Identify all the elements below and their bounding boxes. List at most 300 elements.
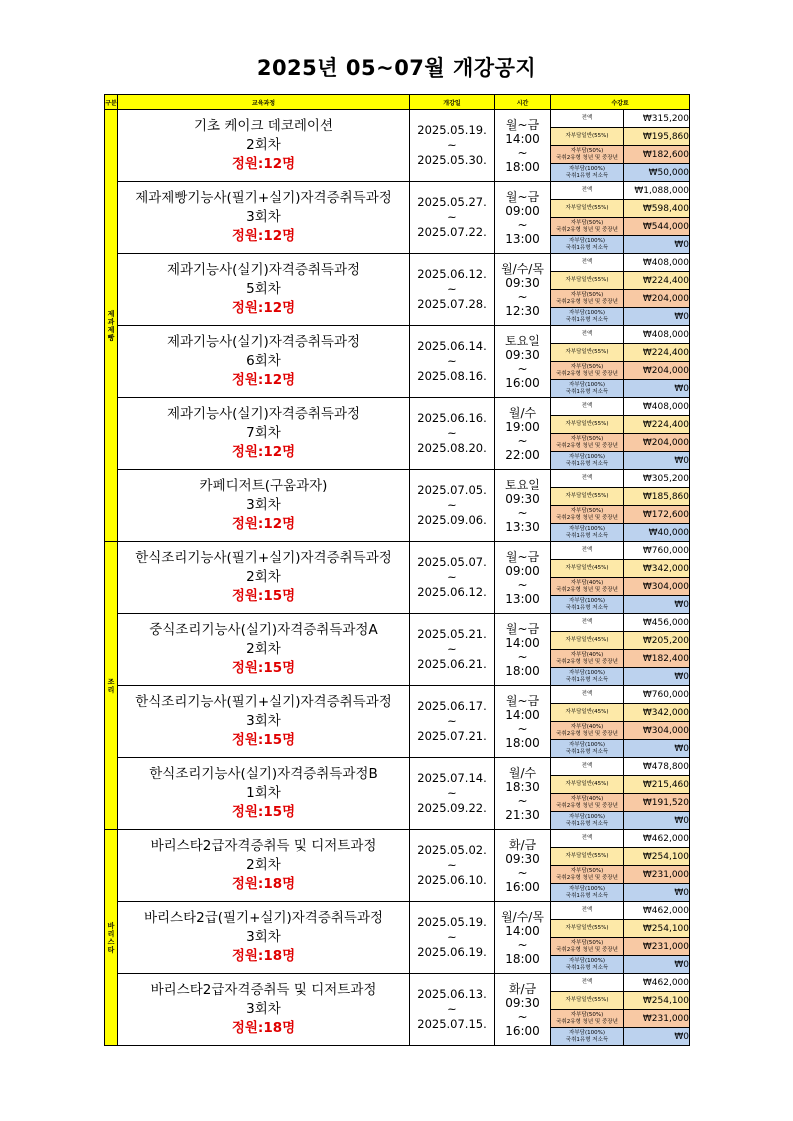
- fee-amount: ₩408,000: [624, 326, 690, 344]
- header-time: 시간: [495, 95, 551, 110]
- dates-cell: [410, 686, 495, 758]
- class-days: 월~금: [505, 189, 540, 204]
- fee-amount: ₩315,200: [624, 110, 690, 128]
- fee-label-line1: 자부담(100%): [569, 1030, 605, 1036]
- category-cell: 제과제빵: [105, 110, 118, 542]
- fee-amount: ₩0: [624, 812, 690, 830]
- end-time: 13:00: [505, 591, 540, 606]
- start-date: 2025.06.17.: [417, 699, 487, 713]
- fee-label-line1: 자부담일반(45%): [565, 709, 609, 716]
- fee-label-line2: 국취2유형 청년 및 중장년: [556, 442, 618, 449]
- fee-label-line1: 자부담(100%): [569, 238, 605, 244]
- fee-label: [551, 110, 624, 128]
- table-row: [105, 254, 690, 272]
- date-separator: ~: [447, 930, 457, 944]
- start-date: 2025.06.13.: [417, 987, 487, 1001]
- course-session: 3회차: [246, 497, 281, 513]
- end-date: 2025.07.28.: [417, 297, 487, 311]
- course-capacity: 정원:15명: [231, 732, 296, 748]
- schedule-table: [104, 94, 690, 1046]
- course-capacity: 정원:18명: [231, 948, 296, 964]
- dates-cell: [410, 614, 495, 686]
- fee-label: [551, 344, 624, 362]
- category-cell: 바리스타: [105, 830, 118, 1046]
- date-separator: ~: [447, 642, 457, 656]
- course-cell: [118, 470, 410, 542]
- fee-label: [551, 902, 624, 920]
- fee-amount: ₩172,600: [624, 506, 690, 524]
- course-session: 5회차: [246, 281, 281, 297]
- course-name: 제과기능사(실기)자격증취득과정: [166, 334, 361, 350]
- fee-label: [551, 254, 624, 272]
- fee-label-line1: 전액: [581, 691, 593, 698]
- end-time: 22:00: [505, 447, 540, 462]
- course-name: 바리스타2급자격증취득 및 디저트과정: [150, 838, 377, 854]
- fee-label-line2: 국취1유형 저소득: [565, 748, 609, 755]
- fee-amount: ₩185,860: [624, 488, 690, 506]
- class-days: 월~금: [505, 549, 540, 564]
- course-cell: [118, 902, 410, 974]
- fee-label-line1: 전액: [581, 907, 593, 914]
- start-date: 2025.05.19.: [417, 915, 487, 929]
- course-cell: [118, 974, 410, 1046]
- fee-amount: ₩195,860: [624, 128, 690, 146]
- fee-label-line1: 자부담(100%): [569, 310, 605, 316]
- start-date: 2025.05.27.: [417, 195, 487, 209]
- dates-cell: [410, 182, 495, 254]
- time-cell: [495, 686, 551, 758]
- start-time: 14:00: [505, 923, 540, 938]
- fee-amount: ₩224,400: [624, 416, 690, 434]
- fee-amount: ₩478,800: [624, 758, 690, 776]
- end-date: 2025.06.19.: [417, 945, 487, 959]
- fee-label-line1: 전액: [581, 619, 593, 626]
- fee-amount: ₩0: [624, 452, 690, 470]
- fee-label-line1: 자부담(50%): [570, 364, 604, 370]
- course-session: 3회차: [246, 1001, 281, 1017]
- fee-label: [551, 164, 624, 182]
- fee-amount: ₩191,520: [624, 794, 690, 812]
- fee-label-line1: 자부담(50%): [570, 868, 604, 874]
- fee-amount: ₩462,000: [624, 902, 690, 920]
- end-time: 18:00: [505, 951, 540, 966]
- dates-cell: [410, 542, 495, 614]
- fee-label: [551, 596, 624, 614]
- class-days: 월~금: [505, 693, 540, 708]
- fee-label-line1: 전액: [581, 979, 593, 986]
- fee-label-line2: 국취2유형 청년 및 중장년: [556, 658, 618, 665]
- fee-label-line1: 전액: [581, 835, 593, 842]
- start-time: 09:00: [505, 203, 540, 218]
- end-time: 18:00: [505, 159, 540, 174]
- fee-amount: ₩204,000: [624, 362, 690, 380]
- time-separator: ~: [517, 361, 528, 376]
- fee-label-line1: 자부담(100%): [569, 742, 605, 748]
- category-cell: 조리: [105, 542, 118, 830]
- fee-label: [551, 128, 624, 146]
- fee-amount: ₩305,200: [624, 470, 690, 488]
- fee-amount: ₩0: [624, 1028, 690, 1046]
- class-days: 토요일: [505, 333, 540, 348]
- class-days: 월/수: [508, 765, 537, 780]
- fee-amount: ₩254,100: [624, 992, 690, 1010]
- fee-label: [551, 992, 624, 1010]
- fee-label-line1: 자부담(100%): [569, 382, 605, 388]
- course-capacity: 정원:12명: [231, 372, 296, 388]
- header-fee: 수강료: [551, 95, 690, 110]
- fee-amount: ₩205,200: [624, 632, 690, 650]
- time-cell: [495, 542, 551, 614]
- course-capacity: 정원:12명: [231, 444, 296, 460]
- date-separator: ~: [447, 786, 457, 800]
- fee-label-line2: 국취1유형 저소득: [565, 316, 609, 323]
- end-date: 2025.07.21.: [417, 729, 487, 743]
- start-time: 09:00: [505, 563, 540, 578]
- class-days: 월/수/목: [501, 261, 544, 276]
- fee-label-line1: 자부담(100%): [569, 886, 605, 892]
- fee-label-line2: 국취1유형 저소득: [565, 892, 609, 899]
- course-capacity: 정원:12명: [231, 516, 296, 532]
- fee-label-line1: 자부담(50%): [570, 436, 604, 442]
- fee-amount: ₩462,000: [624, 974, 690, 992]
- end-date: 2025.08.20.: [417, 441, 487, 455]
- fee-label: [551, 668, 624, 686]
- course-cell: [118, 182, 410, 254]
- date-separator: ~: [447, 282, 457, 296]
- fee-label: [551, 560, 624, 578]
- start-time: 09:30: [505, 851, 540, 866]
- fee-label-line1: 자부담(50%): [570, 940, 604, 946]
- fee-label-line1: 자부담(40%): [570, 796, 604, 802]
- fee-amount: ₩0: [624, 668, 690, 686]
- dates-cell: [410, 254, 495, 326]
- course-cell: [118, 686, 410, 758]
- course-name: 기초 케이크 데코레이션: [194, 118, 333, 134]
- course-cell: [118, 110, 410, 182]
- table-header-row: [105, 95, 690, 110]
- course-cell: [118, 398, 410, 470]
- date-separator: ~: [447, 498, 457, 512]
- time-cell: [495, 758, 551, 830]
- schedule-body: [105, 110, 690, 1046]
- fee-label: [551, 884, 624, 902]
- fee-label-line2: 국취1유형 저소득: [565, 244, 609, 251]
- fee-label: [551, 1010, 624, 1028]
- table-row: [105, 902, 690, 920]
- fee-label-line2: 국취2유형 청년 및 중장년: [556, 802, 618, 809]
- start-time: 14:00: [505, 635, 540, 650]
- fee-label-line2: 국취2유형 청년 및 중장년: [556, 874, 618, 881]
- fee-label: [551, 326, 624, 344]
- fee-label: [551, 974, 624, 992]
- time-separator: ~: [517, 1009, 528, 1024]
- time-separator: ~: [517, 145, 528, 160]
- fee-label: [551, 290, 624, 308]
- end-time: 18:00: [505, 663, 540, 678]
- course-session: 2회차: [246, 641, 281, 657]
- date-separator: ~: [447, 426, 457, 440]
- fee-label: [551, 938, 624, 956]
- dates-cell: [410, 974, 495, 1046]
- end-date: 2025.06.10.: [417, 873, 487, 887]
- course-session: 3회차: [246, 929, 281, 945]
- start-date: 2025.05.19.: [417, 123, 487, 137]
- date-separator: ~: [447, 138, 457, 152]
- fee-label: [551, 218, 624, 236]
- fee-amount: ₩304,000: [624, 578, 690, 596]
- fee-label: [551, 524, 624, 542]
- start-time: 09:30: [505, 347, 540, 362]
- start-date: 2025.05.21.: [417, 627, 487, 641]
- fee-label: [551, 470, 624, 488]
- fee-label-line2: 국취1유형 저소득: [565, 964, 609, 971]
- course-name: 카페디저트(구움과자): [199, 478, 328, 494]
- fee-label-line1: 자부담(100%): [569, 670, 605, 676]
- end-date: 2025.06.12.: [417, 585, 487, 599]
- fee-amount: ₩544,000: [624, 218, 690, 236]
- fee-label-line1: 전액: [581, 187, 593, 194]
- fee-label: [551, 434, 624, 452]
- fee-label-line2: 국취1유형 저소득: [565, 1036, 609, 1043]
- time-cell: [495, 254, 551, 326]
- class-days: 화/금: [508, 981, 537, 996]
- fee-label: [551, 578, 624, 596]
- start-date: 2025.05.07.: [417, 555, 487, 569]
- fee-label: [551, 830, 624, 848]
- course-capacity: 정원:12명: [231, 300, 296, 316]
- fee-label-line2: 국취2유형 청년 및 중장년: [556, 370, 618, 377]
- fee-label-line1: 자부담일반(55%): [565, 853, 609, 860]
- start-time: 19:00: [505, 419, 540, 434]
- table-row: [105, 182, 690, 200]
- fee-label: [551, 956, 624, 974]
- start-time: 14:00: [505, 707, 540, 722]
- table-row: [105, 542, 690, 560]
- fee-label: [551, 776, 624, 794]
- course-name: 중식조리기능사(실기)자격증취득과정A: [149, 622, 378, 638]
- fee-label: [551, 920, 624, 938]
- fee-label-line1: 자부담(100%): [569, 814, 605, 820]
- course-cell: [118, 542, 410, 614]
- fee-label: [551, 506, 624, 524]
- course-session: 3회차: [246, 209, 281, 225]
- course-name: 제과기능사(실기)자격증취득과정: [166, 262, 361, 278]
- fee-label-line1: 자부담(100%): [569, 526, 605, 532]
- fee-amount: ₩304,000: [624, 722, 690, 740]
- fee-amount: ₩342,000: [624, 704, 690, 722]
- course-capacity: 정원:15명: [231, 588, 296, 604]
- end-time: 13:00: [505, 231, 540, 246]
- table-row: [105, 326, 690, 344]
- course-name: 제과제빵기능사(필기+실기)자격증취득과정: [135, 190, 392, 206]
- fee-label-line2: 국취1유형 저소득: [565, 532, 609, 539]
- fee-label-line1: 자부담(40%): [570, 724, 604, 730]
- dates-cell: [410, 902, 495, 974]
- fee-label-line1: 자부담(50%): [570, 292, 604, 298]
- course-capacity: 정원:12명: [231, 228, 296, 244]
- end-time: 16:00: [505, 375, 540, 390]
- fee-label-line2: 국취2유형 청년 및 중장년: [556, 946, 618, 953]
- time-separator: ~: [517, 865, 528, 880]
- dates-cell: [410, 326, 495, 398]
- fee-label-line1: 자부담(100%): [569, 958, 605, 964]
- fee-label: [551, 1028, 624, 1046]
- fee-label-line1: 자부담(50%): [570, 508, 604, 514]
- time-cell: [495, 974, 551, 1046]
- end-time: 21:30: [505, 807, 540, 822]
- fee-label-line1: 자부담일반(55%): [565, 133, 609, 140]
- fee-label-line1: 자부담(50%): [570, 148, 604, 154]
- fee-label-line2: 국취2유형 청년 및 중장년: [556, 298, 618, 305]
- fee-amount: ₩760,000: [624, 542, 690, 560]
- start-date: 2025.06.14.: [417, 339, 487, 353]
- date-separator: ~: [447, 858, 457, 872]
- course-name: 바리스타2급자격증취득 및 디저트과정: [150, 982, 377, 998]
- dates-cell: [410, 758, 495, 830]
- table-row: [105, 758, 690, 776]
- fee-amount: ₩760,000: [624, 686, 690, 704]
- fee-label-line1: 자부담일반(55%): [565, 925, 609, 932]
- end-date: 2025.09.06.: [417, 513, 487, 527]
- fee-amount: ₩0: [624, 956, 690, 974]
- time-cell: [495, 830, 551, 902]
- fee-label: [551, 146, 624, 164]
- course-capacity: 정원:18명: [231, 876, 296, 892]
- table-row: [105, 398, 690, 416]
- fee-label: [551, 704, 624, 722]
- class-days: 월~금: [505, 117, 540, 132]
- time-cell: [495, 326, 551, 398]
- fee-label-line1: 자부담(100%): [569, 598, 605, 604]
- dates-cell: [410, 110, 495, 182]
- end-time: 13:30: [505, 519, 540, 534]
- course-capacity: 정원:18명: [231, 1020, 296, 1036]
- table-row: [105, 830, 690, 848]
- fee-label: [551, 686, 624, 704]
- fee-label-line1: 전액: [581, 547, 593, 554]
- course-cell: [118, 758, 410, 830]
- fee-amount: ₩0: [624, 236, 690, 254]
- fee-label-line1: 전액: [581, 259, 593, 266]
- fee-amount: ₩0: [624, 884, 690, 902]
- fee-amount: ₩224,400: [624, 272, 690, 290]
- fee-label: [551, 236, 624, 254]
- time-cell: [495, 614, 551, 686]
- course-session: 6회차: [246, 353, 281, 369]
- fee-label-line1: 자부담일반(55%): [565, 493, 609, 500]
- fee-label: [551, 866, 624, 884]
- fee-label: [551, 488, 624, 506]
- fee-label-line2: 국취2유형 청년 및 중장년: [556, 226, 618, 233]
- page-title: 2025년 05~07월 개강공지: [256, 56, 537, 80]
- course-capacity: 정원:15명: [231, 660, 296, 676]
- start-date: 2025.06.16.: [417, 411, 487, 425]
- fee-label: [551, 272, 624, 290]
- table-row: [105, 686, 690, 704]
- fee-amount: ₩456,000: [624, 614, 690, 632]
- date-separator: ~: [447, 570, 457, 584]
- fee-amount: ₩50,000: [624, 164, 690, 182]
- fee-label-line1: 자부담일반(55%): [565, 421, 609, 428]
- start-date: 2025.07.05.: [417, 483, 487, 497]
- start-date: 2025.05.02.: [417, 843, 487, 857]
- fee-amount: ₩215,460: [624, 776, 690, 794]
- fee-amount: ₩204,000: [624, 434, 690, 452]
- fee-amount: ₩342,000: [624, 560, 690, 578]
- fee-label: [551, 452, 624, 470]
- fee-label-line1: 자부담(40%): [570, 580, 604, 586]
- fee-label-line1: 자부담일반(45%): [565, 781, 609, 788]
- class-days: 월/수/목: [501, 909, 544, 924]
- end-date: 2025.08.16.: [417, 369, 487, 383]
- fee-amount: ₩254,100: [624, 920, 690, 938]
- fee-label: [551, 740, 624, 758]
- table-row: [105, 470, 690, 488]
- time-separator: ~: [517, 793, 528, 808]
- time-cell: [495, 470, 551, 542]
- header-dates: 개강일: [410, 95, 495, 110]
- end-time: 12:30: [505, 303, 540, 318]
- fee-label: [551, 614, 624, 632]
- fee-amount: ₩231,000: [624, 938, 690, 956]
- course-session: 7회차: [246, 425, 281, 441]
- fee-label-line2: 국취2유형 청년 및 중장년: [556, 514, 618, 521]
- fee-label-line2: 국취2유형 청년 및 중장년: [556, 730, 618, 737]
- table-row: [105, 974, 690, 992]
- dates-cell: [410, 398, 495, 470]
- time-separator: ~: [517, 217, 528, 232]
- course-session: 2회차: [246, 569, 281, 585]
- fee-label-line1: 자부담일반(45%): [565, 637, 609, 644]
- course-name: 제과기능사(실기)자격증취득과정: [166, 406, 361, 422]
- class-days: 월~금: [505, 621, 540, 636]
- date-separator: ~: [447, 714, 457, 728]
- fee-amount: ₩40,000: [624, 524, 690, 542]
- time-separator: ~: [517, 649, 528, 664]
- course-name: 한식조리기능사(필기+실기)자격증취득과정: [135, 694, 392, 710]
- time-separator: ~: [517, 289, 528, 304]
- course-cell: [118, 830, 410, 902]
- fee-label-line2: 국취1유형 저소득: [565, 460, 609, 467]
- start-time: 09:30: [505, 491, 540, 506]
- fee-label: [551, 722, 624, 740]
- fee-label-line2: 국취1유형 저소득: [565, 388, 609, 395]
- fee-label-line1: 자부담일반(55%): [565, 277, 609, 284]
- course-cell: [118, 614, 410, 686]
- fee-label: [551, 848, 624, 866]
- fee-label-line1: 자부담(50%): [570, 220, 604, 226]
- fee-amount: ₩0: [624, 596, 690, 614]
- fee-label-line1: 전액: [581, 115, 593, 122]
- class-days: 토요일: [505, 477, 540, 492]
- fee-label-line1: 자부담(100%): [569, 166, 605, 172]
- time-cell: [495, 110, 551, 182]
- time-separator: ~: [517, 937, 528, 952]
- course-capacity: 정원:15명: [231, 804, 296, 820]
- time-separator: ~: [517, 433, 528, 448]
- fee-amount: ₩0: [624, 308, 690, 326]
- fee-amount: ₩182,600: [624, 146, 690, 164]
- fee-label: [551, 650, 624, 668]
- end-time: 18:00: [505, 735, 540, 750]
- fee-label-line1: 자부담일반(55%): [565, 997, 609, 1004]
- end-date: 2025.07.22.: [417, 225, 487, 239]
- fee-amount: ₩408,000: [624, 398, 690, 416]
- fee-label-line2: 국취1유형 저소득: [565, 172, 609, 179]
- fee-label-line2: 국취2유형 청년 및 중장년: [556, 1018, 618, 1025]
- fee-label-line1: 전액: [581, 331, 593, 338]
- fee-label-line1: 자부담(50%): [570, 1012, 604, 1018]
